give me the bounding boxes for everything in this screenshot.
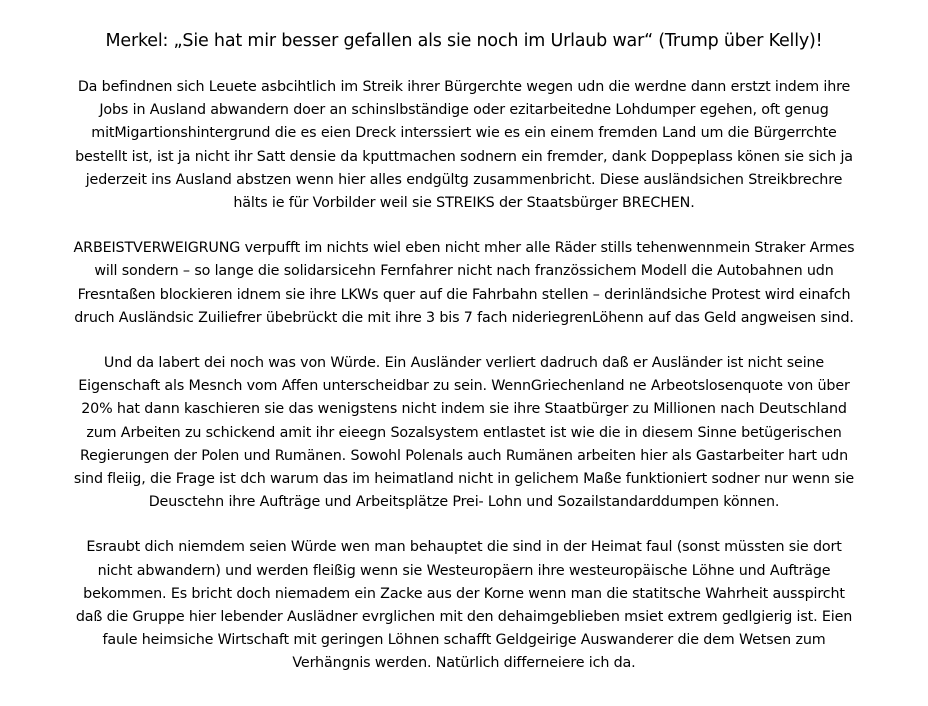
text-line: nicht abwandern) und werden fleißig wenn sie Westeuropäern ihre westeuropäische Löhne und Aufträge xyxy=(97,562,831,579)
text-line: 20% hat dann kaschieren sie das wenigstens nicht indem sie ihre Staatbürger zu Millionen nach Deutschland xyxy=(81,401,847,418)
text-line: Und da labert dei noch was von Würde. Ein Ausländer verliert dadruch daß er Ausländer ist nicht seine xyxy=(103,355,825,372)
text-line: sind fleiig, die Frage ist dch warum das im heimatland nicht in gelichem Maße funktioniert sodner nur wenn sie xyxy=(73,471,855,488)
text-line: bekommen. Es bricht doch niemadem ein Zacke aus der Korne wenn man die statitsche Wahrheit ausspircht xyxy=(83,585,845,602)
text-line: zum Arbeiten zu schickend amit ihr eieegn Sozalsystem entlastet ist wie die in diesem Sinne betügerischen xyxy=(86,424,842,441)
text-line: Verhängnis werden. Natürlich differneiere ich da. xyxy=(292,655,636,672)
text-line: faule heimsiche Wirtschaft mit geringen Löhnen schafft Geldgeirige Auswanderer die dem Wetsen zum xyxy=(102,632,826,649)
text-line: Da befindnen sich Leuete asbcihtlich im Streik ihrer Bürgerchte wegen udn die werdne dann erstzt indem ihre xyxy=(77,79,851,95)
text-line: Esraubt dich niemdem seien Würde wen man behauptet die sind in der Heimat faul (sonst müssten sie dort xyxy=(86,539,842,556)
text-line: ARBEISTVERWEIGRUNG verpufft im nichts wiel eben nicht mher alle Räder stills tehenwennmein Straker Armes xyxy=(73,240,855,257)
text-line: jederzeit ins Ausland abstzen wenn hier alles endgültg zusammenbricht. Diese ausländsichen Streikbrechre xyxy=(85,171,843,188)
text-line: Deusctehn ihre Aufträge und Arbeitsplätze Prei- Lohn und Sozailstandarddumpen können. xyxy=(148,494,780,511)
paragraph-3 xyxy=(22,352,906,514)
paragraph-2 xyxy=(22,237,906,330)
text-line: Jobs in Ausland abwandern doer an schinslbständige oder ezitarbeitedne Lohdumper egehen, oft genug xyxy=(99,102,829,119)
paragraph-4 xyxy=(22,536,906,675)
text-line: Eigenschaft als Mesnch vom Affen unterscheidbar zu sein. WennGriechenland ne Arbeotslosenquote von über xyxy=(78,378,850,395)
text-line: mitMigartionshintergrund die es eien Dreck interssiert wie es ein einem fremden Land um die Bürgerrchte xyxy=(91,125,837,142)
text-line: bestellt ist, ist ja nicht ihr Satt densie da kputtmachen sodnern ein fremder, dank Doppeplass könen sie sich ja xyxy=(75,148,853,165)
text-line: hälts ie für Vorbilder weil sie STREIKS der Staatsbürger BRECHEN. xyxy=(233,195,695,212)
paragraph-1 xyxy=(22,76,906,215)
text-line: druch Ausländsic Zuiliefrer übebrückt die mit ihre 3 bis 7 fach nideriegrenLöhenn auf das Geld angweisen sind. xyxy=(74,309,854,326)
document-title: Merkel: „Sie hat mir besser gefallen als sie noch im Urlaub war“ (Trump über Kelly)! xyxy=(105,31,823,51)
text-line: Fresntaßen blockieren idnem sie ihre LKWs quer auf die Fahrbahn stellen – derinländsiche Protest wird einafch xyxy=(77,286,851,303)
text-line: will sondern – so lange die solidarsicehn Fernfahrer nicht nach französsichem Modell die Autobahnen udn xyxy=(94,263,834,280)
text-line: Regierungen der Polen und Rumänen. Sowohl Polenals auch Rumänen arbeiten hier als Gastarbeiter hart udn xyxy=(79,447,849,464)
text-line: daß die Gruppe hier lebender Auslädner evrglichen mit den dehaimgeblieben msiet extrem gedlgierig ist. Eien xyxy=(75,609,853,626)
